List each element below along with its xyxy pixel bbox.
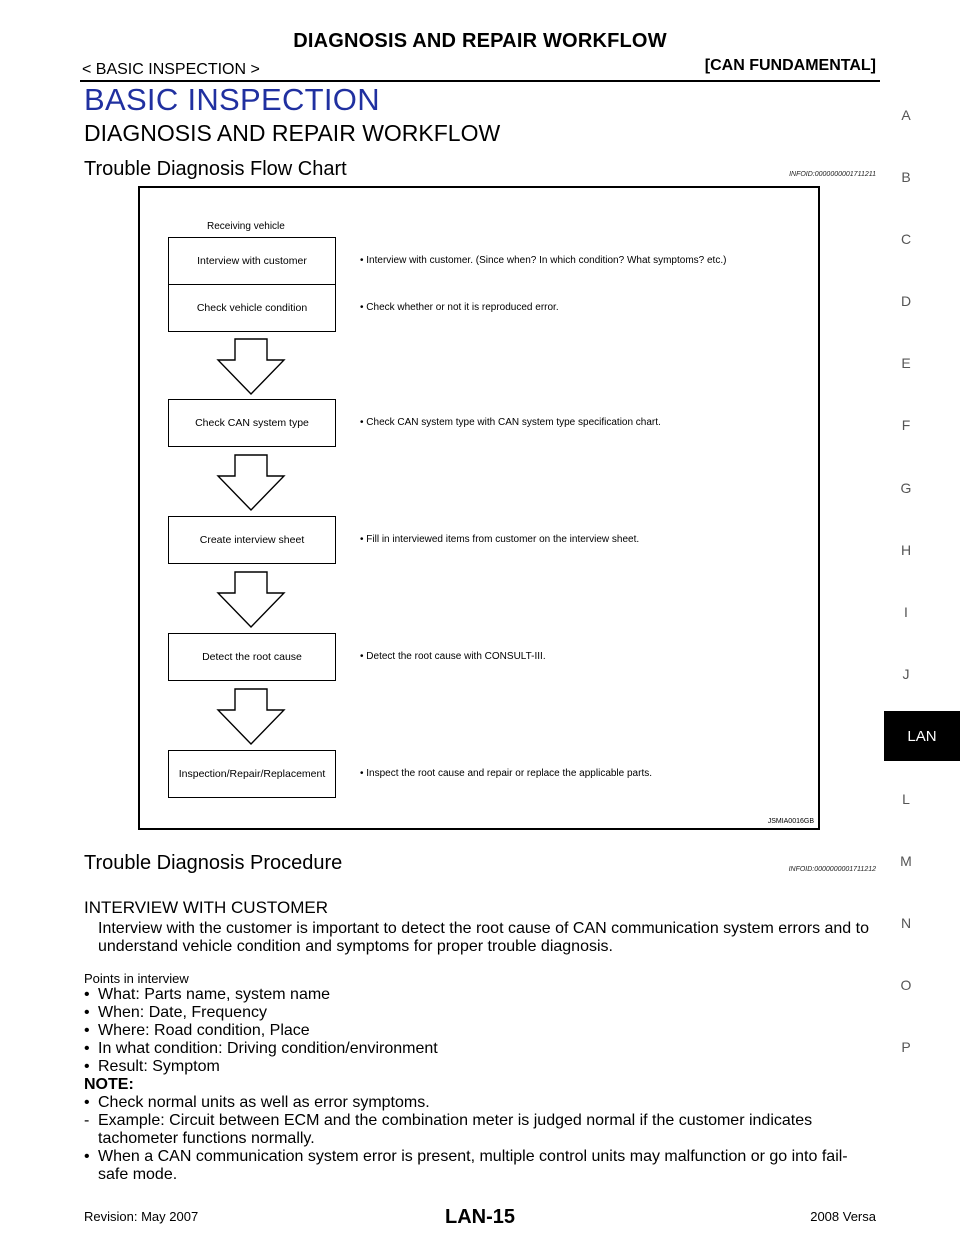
down-arrow-icon — [216, 571, 286, 629]
section-title: BASIC INSPECTION — [84, 82, 380, 117]
step-label: Interview with customer — [197, 255, 307, 267]
index-tab-e[interactable]: E — [901, 355, 911, 371]
index-tab-lan-active[interactable]: LAN — [884, 711, 960, 761]
index-tab-c[interactable]: C — [900, 231, 912, 247]
list-item: • When: Date, Frequency — [84, 1004, 267, 1021]
note-example: - Example: Circuit between ECM and the combination meter is judged normal if the customer indicates — [84, 1112, 813, 1129]
step-box-interview — [168, 237, 336, 285]
step-box-check-vehicle — [168, 284, 336, 332]
flow-chart-figure — [138, 186, 820, 830]
step-box-root-cause — [168, 633, 336, 681]
note-item: • Check normal units as well as error symptoms. — [84, 1094, 430, 1111]
step-desc: • Detect the root cause with CONSULT-III. — [360, 651, 546, 662]
category-label: [CAN FUNDAMENTAL] — [704, 57, 876, 74]
step-label: Detect the root cause — [202, 651, 302, 663]
intro-text-line2: understand vehicle condition and symptoms for proper trouble diagnosis. — [98, 938, 613, 955]
model-year: 2008 Versa — [810, 1209, 876, 1224]
list-item: • Result: Symptom — [84, 1058, 220, 1075]
index-tab-a[interactable]: A — [901, 107, 911, 123]
index-tab-n[interactable]: N — [900, 915, 912, 931]
index-tab-f[interactable]: F — [901, 417, 911, 433]
step-desc: • Inspect the root cause and repair or replace the applicable parts. — [360, 768, 653, 779]
page-number: LAN-15 — [444, 1206, 515, 1228]
interview-heading: INTERVIEW WITH CUSTOMER — [84, 898, 328, 917]
list-item: • What: Parts name, system name — [84, 986, 331, 1003]
note-item: • When a CAN communication system error is present, multiple control units may malfunction or go into fail- — [84, 1148, 848, 1165]
index-tab-g[interactable]: G — [900, 480, 912, 496]
start-label: Receiving vehicle — [207, 221, 285, 232]
step-desc: • Check whether or not it is reproduced error. — [360, 302, 559, 313]
down-arrow-icon — [216, 688, 286, 746]
subsection-title: DIAGNOSIS AND REPAIR WORKFLOW — [84, 120, 501, 146]
step-label: Create interview sheet — [199, 534, 305, 546]
step-box-check-can — [168, 399, 336, 447]
intro-text-line1: Interview with the customer is important to detect the root cause of CAN communication system errors and to — [98, 920, 869, 937]
note-item-cont: safe mode. — [98, 1166, 178, 1183]
index-tab-o[interactable]: O — [900, 977, 912, 993]
procedure-heading: Trouble Diagnosis Procedure — [84, 852, 343, 874]
step-box-repair — [168, 750, 336, 798]
step-desc: • Interview with customer. (Since when? In which condition? What symptoms? etc.) — [360, 255, 727, 266]
figure-code: JSMIA0016GB — [767, 818, 814, 825]
note-example-cont: tachometer functions normally. — [98, 1130, 315, 1147]
procedure-infoid: INFOID:0000000001711212 — [788, 866, 876, 873]
index-tab-p[interactable]: P — [901, 1039, 911, 1055]
breadcrumb: < BASIC INSPECTION > — [82, 61, 260, 78]
note-label: NOTE: — [84, 1076, 134, 1093]
points-heading: Points in interview — [84, 971, 189, 986]
page-header-title: DIAGNOSIS AND REPAIR WORKFLOW — [293, 30, 667, 52]
list-item: • In what condition: Driving condition/environment — [84, 1040, 438, 1057]
step-box-interview-sheet — [168, 516, 336, 564]
step-desc: • Check CAN system type with CAN system type specification chart. — [360, 417, 661, 428]
list-item: • Where: Road condition, Place — [84, 1022, 310, 1039]
index-tab-l[interactable]: L — [902, 791, 910, 807]
index-tab-i[interactable]: I — [904, 604, 908, 620]
step-label: Inspection/Repair/Replacement — [178, 768, 326, 780]
index-tab-h[interactable]: H — [900, 542, 912, 558]
down-arrow-icon — [216, 338, 286, 396]
index-tab-d[interactable]: D — [900, 293, 912, 309]
index-tab-m[interactable]: M — [900, 853, 912, 869]
step-label: Check CAN system type — [195, 417, 309, 429]
flow-chart-heading: Trouble Diagnosis Flow Chart — [84, 158, 347, 180]
index-tab-j[interactable]: J — [902, 666, 910, 682]
down-arrow-icon — [216, 454, 286, 512]
index-tab-b[interactable]: B — [901, 169, 911, 185]
flow-chart-infoid: INFOID:0000000001711211 — [789, 171, 876, 178]
revision-date: Revision: May 2007 — [84, 1209, 199, 1224]
step-label: Check vehicle condition — [196, 302, 308, 314]
step-desc: • Fill in interviewed items from customer on the interview sheet. — [360, 534, 640, 545]
